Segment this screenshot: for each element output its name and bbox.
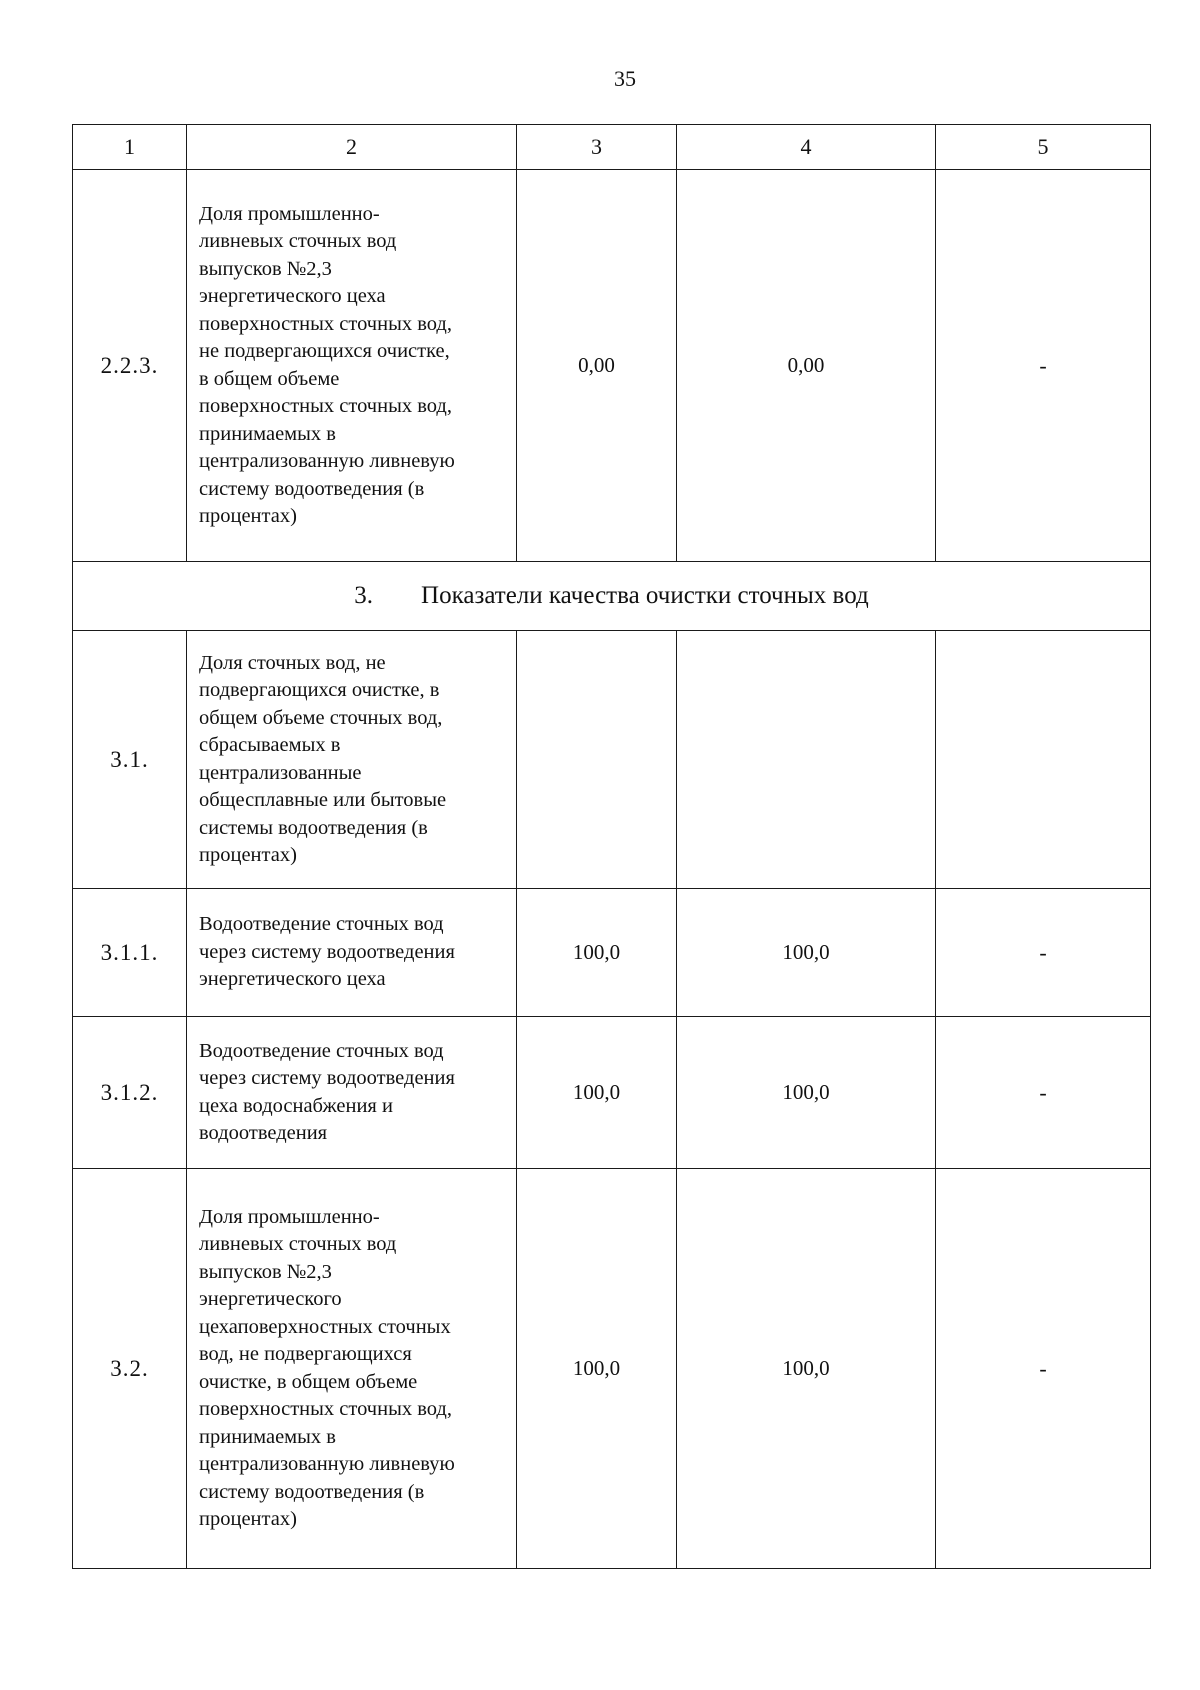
value-col5 <box>936 631 1151 889</box>
value-col3: 100,0 <box>517 1017 677 1169</box>
column-header: 2 <box>187 125 517 170</box>
description-line: очистке, в общем объеме <box>199 1370 418 1393</box>
description-line: Доля промышленно- <box>199 1205 380 1228</box>
table-row <box>73 1017 1151 1169</box>
value-col3 <box>517 631 677 889</box>
column-header: 4 <box>677 125 936 170</box>
description-line: в общем объеме <box>199 367 340 390</box>
description-line: поверхностных сточных вод, <box>199 312 452 335</box>
value-col5: - <box>936 170 1151 562</box>
description-line: Водоотведение сточных вод <box>199 1039 444 1062</box>
description-line: систему водоотведения (в <box>199 1480 425 1503</box>
description-line: через систему водоотведения <box>199 1067 455 1089</box>
value-col5: - <box>936 889 1151 1017</box>
row-number: 2.2.3. <box>73 170 187 562</box>
table-header-row <box>73 125 1151 170</box>
description-line: выпусков №2,3 <box>199 257 332 280</box>
description-line: энергетического <box>199 1288 342 1310</box>
section-number: 3. <box>354 582 374 609</box>
description-line: выпусков №2,3 <box>199 1260 332 1283</box>
row-description <box>187 889 517 1017</box>
row-description <box>187 1017 517 1169</box>
description-line: через систему водоотведения <box>199 940 455 963</box>
description-line: принимаемых в <box>199 422 336 445</box>
description-line: цеха водоснабжения и <box>199 1094 393 1117</box>
value-col4: 100,0 <box>677 1169 936 1569</box>
column-header: 3 <box>517 125 677 170</box>
description-line: сбрасываемых в <box>199 734 341 756</box>
row-description <box>187 1169 517 1569</box>
row-number: 3.1.1. <box>73 889 187 1017</box>
description-line: цехаповерхностных сточных <box>199 1315 451 1338</box>
row-description <box>187 631 517 889</box>
description-line: ливневых сточных вод <box>199 230 397 252</box>
indicators-table <box>72 124 1151 1569</box>
description-line: процентах) <box>199 844 297 866</box>
description-line: процентах) <box>199 505 297 527</box>
description-line: системы водоотведения (в <box>199 816 428 839</box>
table-row <box>73 170 1151 562</box>
row-number: 3.2. <box>73 1169 187 1569</box>
description-line: общем объеме сточных вод, <box>199 706 443 729</box>
description-line: водоотведения <box>199 1122 328 1144</box>
description-line: не подвергающихся очистке, <box>199 340 450 362</box>
description-line: процентах) <box>199 1508 297 1530</box>
description-line: Доля промышленно- <box>199 202 380 225</box>
table-row <box>73 631 1151 889</box>
row-description <box>187 170 517 562</box>
section-heading <box>73 562 1151 631</box>
description-line: Доля сточных вод, не <box>199 651 386 674</box>
description-line: централизованные <box>199 761 362 784</box>
value-col5: - <box>936 1169 1151 1569</box>
row-number: 3.1. <box>73 631 187 889</box>
table-row <box>73 889 1151 1017</box>
description-line: централизованную ливневую <box>199 1453 455 1475</box>
description-line: общесплавные или бытовые <box>199 789 447 811</box>
description-line: энергетического цеха <box>199 968 386 991</box>
value-col4: 100,0 <box>677 1017 936 1169</box>
value-col3: 100,0 <box>517 1169 677 1569</box>
value-col4: 100,0 <box>677 889 936 1017</box>
description-line: принимаемых в <box>199 1425 336 1448</box>
value-col3: 100,0 <box>517 889 677 1017</box>
table-row <box>73 1169 1151 1569</box>
description-line: ливневых сточных вод <box>199 1233 397 1255</box>
page-number: 35 <box>614 66 636 91</box>
value-col4: 0,00 <box>677 170 936 562</box>
description-line: энергетического цеха <box>199 285 386 307</box>
description-line: подвергающихся очистке, в <box>199 679 440 701</box>
description-line: поверхностных сточных вод, <box>199 1398 452 1420</box>
value-col5: - <box>936 1017 1151 1169</box>
description-line: поверхностных сточных вод, <box>199 395 452 417</box>
description-line: систему водоотведения (в <box>199 477 425 500</box>
value-col4 <box>677 631 936 889</box>
section-heading-row <box>73 562 1151 631</box>
row-number: 3.1.2. <box>73 1017 187 1169</box>
description-line: централизованную ливневую <box>199 450 455 472</box>
description-line: Водоотведение сточных вод <box>199 913 444 936</box>
description-line: вод, не подвергающихся <box>199 1343 412 1365</box>
section-title: Показатели качества очистки сточных вод <box>421 582 869 609</box>
column-header: 1 <box>73 125 187 170</box>
column-header: 5 <box>936 125 1151 170</box>
value-col3: 0,00 <box>517 170 677 562</box>
